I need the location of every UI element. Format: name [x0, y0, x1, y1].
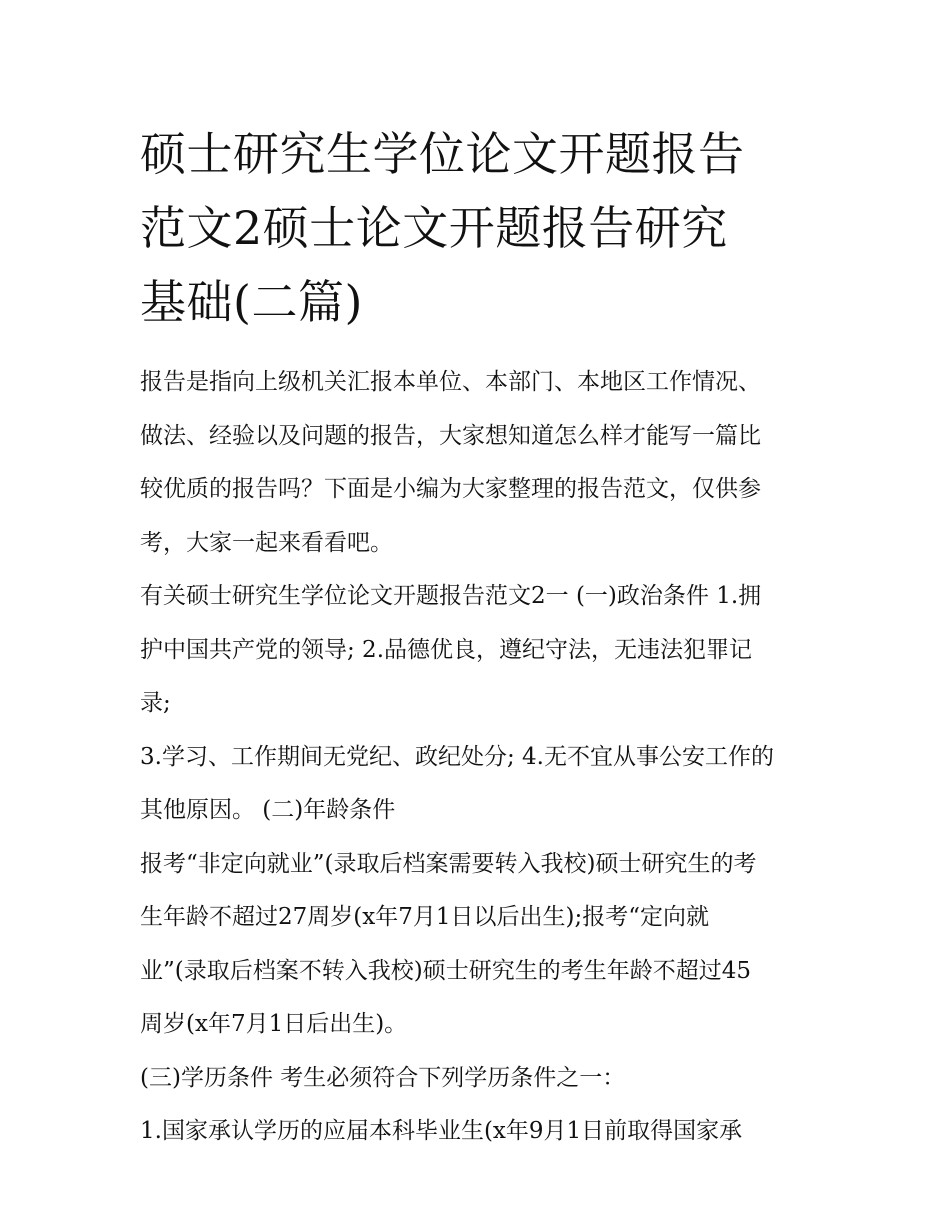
body-line: 3.学习、工作期间无党纪、政纪处分; 4.无不宜从事公安工作的 — [140, 743, 774, 770]
body-line: 护中国共产党的领导; 2.品德优良，遵纪守法，无违法犯罪记 — [140, 636, 753, 663]
body-line: 业”(录取后档案不转入我校)硕士研究生的考生年龄不超过45 — [140, 957, 751, 984]
body-line: 生年龄不超过27周岁(x年7月1日以后出生);报考“定向就 — [140, 904, 709, 930]
body-line: (三)学历条件 考生必须符合下列学历条件之一： — [140, 1064, 626, 1091]
body-line: 有关硕士研究生学位论文开题报告范文2一 (一)政治条件 1.拥 — [140, 583, 762, 609]
document-title — [140, 117, 820, 339]
body-line: 1.国家承认学历的应届本科毕业生(x年9月1日前取得国家承 — [140, 1118, 743, 1144]
body-line: 考，大家一起来看看吧。 — [140, 529, 393, 556]
body-line: 做法、经验以及问题的报告，大家想知道怎么样才能写一篇比 — [140, 422, 761, 449]
body-line: 报告是指向上级机关汇报本单位、本部门、本地区工作情况、 — [140, 369, 761, 395]
body-line: 较优质的报告吗？下面是小编为大家整理的报告范文，仅供参 — [140, 476, 761, 502]
body-line: 录; — [140, 690, 171, 716]
title-line: 硕士研究生学位论文开题报告 — [140, 127, 745, 181]
body-line: 其他原因。 (二)年龄条件 — [140, 797, 396, 823]
document-body — [140, 356, 820, 1159]
title-line: 范文2硕士论文开题报告研究 — [140, 201, 728, 255]
title-line: 基础(二篇) — [140, 275, 363, 329]
body-line: 周岁(x年7月1日后出生)。 — [140, 1011, 408, 1037]
body-line: 报考“非定向就业”(录取后档案需要转入我校)硕士研究生的考 — [140, 850, 757, 877]
